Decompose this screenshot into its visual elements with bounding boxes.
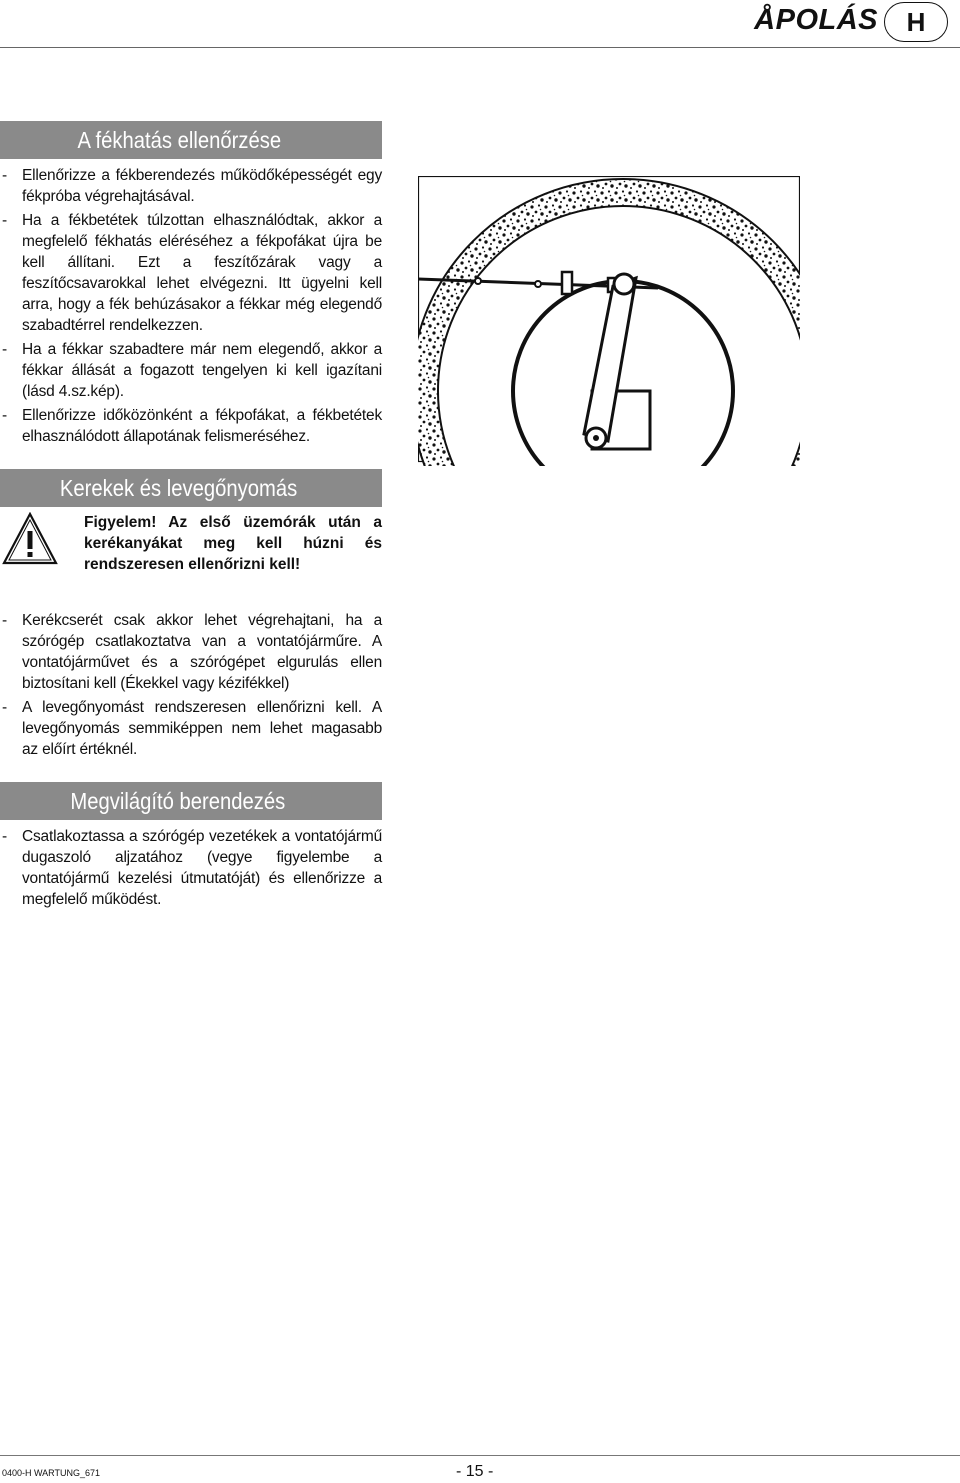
- list-item-text: Ellenőrizze a fékberendezés működőképességét egy fékpróba végrehajtásával.: [22, 167, 382, 205]
- section-heading-lighting: [0, 782, 382, 820]
- section-heading-lighting-text: Megvilágító berendezés: [70, 788, 286, 814]
- page-number: - 15 -: [456, 1463, 494, 1480]
- warning-icon: [2, 512, 58, 566]
- list-item-text: A levegőnyomást rendszeresen ellenőrizni kell. A levegőnyomás semmiképpen nem lehet magasabb az előírt értéknél.: [22, 699, 382, 758]
- lighting-list: [0, 826, 382, 913]
- list-item-text: Ha a fékkar szabadtere már nem elegendő, akkor a fékkar állását a fogazott tengelyen ki kell igazítani (lásd 4.sz.kép).: [22, 341, 382, 400]
- wheel-list: [0, 610, 382, 763]
- bullet-dash: -: [2, 828, 7, 845]
- chapter-title: ÅPOLÁS: [754, 4, 878, 36]
- bullet-dash: -: [2, 167, 7, 184]
- list-item-text: Ha a fékbetétek túlzottan elhasználódtak, akkor a megfelelő fékhatás eléréséhez a fékpofákat újra be kell állítani. Ezt a feszítőzárak vagy a feszítőcsavarokkal lehet elvégezni. Itt ügyelni kell arra, hogy a fék behúzásakor a fékkar még elegendő szabadtérrel rendelkezzen.: [22, 212, 382, 334]
- section-heading-brake: [0, 121, 382, 159]
- list-item-text: Kerékcserét csak akkor lehet végrehajtani, ha a szórógép csatlakoztatva van a vontatójárműre. A vontatójárművet és a szórógépet elgurulás ellen biztosítani kell (Ékekkel vagy kézifékkel): [22, 612, 382, 692]
- language-badge: H: [884, 2, 948, 42]
- section-heading-brake-text: A fékhatás ellenőrzése: [77, 127, 282, 153]
- list-item-text: Csatlakoztassa a szórógép vezetékek a vontatójármű dugaszoló aljzatához (vegye figyelembe a vontatójármű kezelési útmutatóját) és ellenőrizze a megfelelő működést.: [22, 828, 382, 908]
- section-heading-wheels-text: Kerekek és levegőnyomás: [59, 475, 298, 501]
- list-item: [0, 405, 382, 447]
- list-item: [0, 339, 382, 402]
- header-divider: [0, 47, 960, 48]
- bullet-dash: -: [2, 212, 7, 229]
- list-item: [0, 610, 382, 694]
- brake-check-list: [0, 165, 382, 450]
- bullet-dash: -: [2, 699, 7, 716]
- section-heading-wheels: [0, 469, 382, 507]
- document-code: 0400-H WARTUNG_671: [2, 1468, 101, 1478]
- list-item: [0, 697, 382, 760]
- list-item: [0, 165, 382, 207]
- footer-divider: [0, 1455, 960, 1456]
- bullet-dash: -: [2, 407, 7, 424]
- list-item: [0, 210, 382, 336]
- list-item: [0, 826, 382, 910]
- brake-lever-illustration: [418, 176, 800, 466]
- bullet-dash: -: [2, 341, 7, 358]
- bullet-dash: -: [2, 612, 7, 629]
- list-item-text: Ellenőrizze időközönként a fékpofákat, a fékbetétek elhasználódott állapotának felismeréséhez.: [22, 407, 382, 445]
- warning-text: Figyelem! Az első üzemórák után a kerékanyákat meg kell húzni és rendszeresen ellenőrizni kell!: [84, 514, 382, 573]
